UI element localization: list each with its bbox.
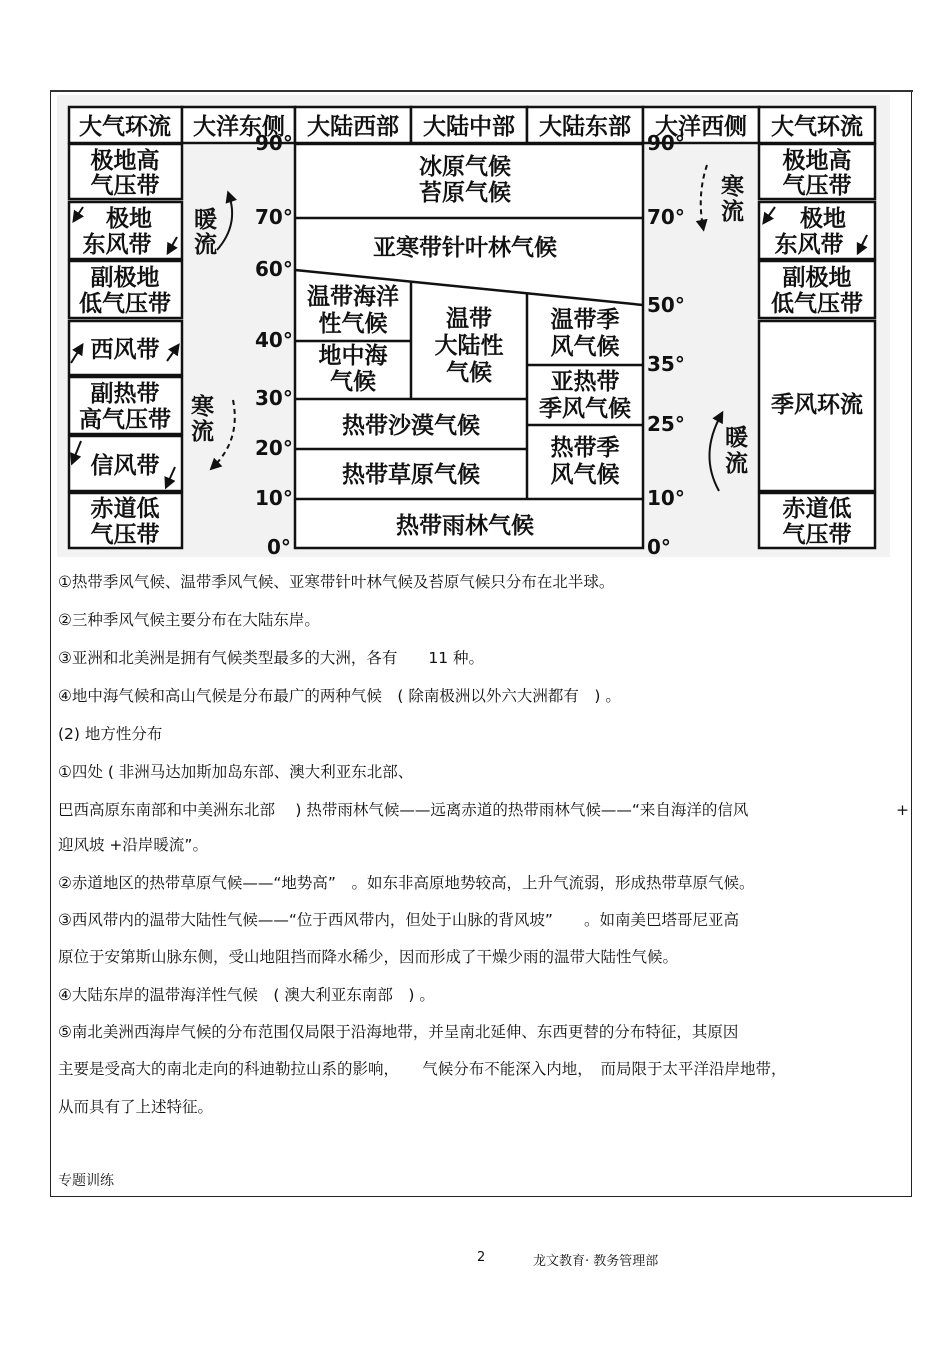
belt-label-right: 低气压带 [771,291,863,317]
header-cell: 大陆西部 [307,114,399,140]
belt-label: 副极地 [90,265,160,291]
text-line: ③西风带内的温带大陆性气候——“位于西风带内，但处于山脉的背风坡” 。如南美巴塔哥尼亚高 [58,911,739,929]
latitude-label: 40° [255,328,293,352]
belt-label: 西风带 [90,337,160,363]
latitude-label-right: 35° [647,352,685,376]
latitude-label-right: 50° [647,293,685,317]
belt-label-right: 极地 [800,206,846,232]
climate-tundra: 苔原气候 [419,180,511,206]
climate-temperate-oceanic: 性气候 [318,311,388,337]
belt-label: 低气压带 [79,291,171,317]
text-line: 原位于安第斯山脉东侧，受山地阻挡而降水稀少，因而形成了干燥少雨的温带大陆性气候。 [58,948,679,966]
text-line: ①四处 ( 非洲马达加斯加岛东部、澳大利亚东北部、 [58,763,414,781]
text-line: 巴西高原东南部和中美洲东北部 ) 热带雨林气候——远离赤道的热带雨林气候——“来自海洋的信风 [58,801,749,819]
climate-mediterranean: 气候 [330,369,376,395]
page-number: 2 [477,1250,486,1265]
climate-temperate-continental: 温带 [446,306,492,332]
text-line: ②三种季风气候主要分布在大陆东岸。 [58,611,320,629]
climate-temperate-monsoon: 温带季 [550,307,620,333]
text-line: ①热带季风气候、温带季风气候、亚寒带针叶林气候及苔原气候只分布在北半球。 [58,573,615,591]
belt-label: 副热带 [90,381,160,407]
organization-name: 龙文教育· 教务管理部 [533,1254,659,1269]
climate-subtropical-monsoon: 亚热带 [550,369,620,395]
climate-tropical-monsoon: 风气候 [550,462,620,488]
warm-current-label: 暖 [194,207,217,233]
climate-temperate-oceanic: 温带海洋 [307,284,399,310]
cold-current-label: 流 [191,419,214,445]
header-cell: 大陆东部 [539,114,631,140]
climate-tropical-savanna: 热带草原气候 [342,462,480,488]
climate-ice-cap: 冰原气候 [419,154,511,180]
line-plus-sign: + [896,801,909,819]
latitude-label: 10° [255,486,293,510]
latitude-label-right: 70° [647,205,685,229]
warm-current-label: 流 [194,232,217,258]
belt-label: 信风带 [90,453,160,479]
climate-temperate-continental: 气候 [446,360,492,386]
cold-current-label-right: 流 [721,199,744,225]
text-line: ④大陆东岸的温带海洋性气候 ( 澳大利亚东南部 ) 。 [58,986,435,1004]
latitude-label-right: 10° [647,486,685,510]
climate-temperate-monsoon: 风气候 [550,334,620,360]
climate-tropical-desert: 热带沙漠气候 [342,413,480,439]
latitude-label: 0° [267,535,291,557]
belt-label: 高气压带 [79,407,171,433]
cold-current-label: 寒 [191,394,214,420]
climate-subarctic: 亚寒带针叶林气候 [373,235,557,261]
latitude-label: 70° [255,205,293,229]
climate-subtropical-monsoon: 季风气候 [539,396,631,422]
climate-tropical-monsoon: 热带季 [550,435,620,461]
latitude-label-right: 0° [647,535,671,557]
warm-current-label-right: 暖 [725,425,748,451]
belt-label-right: 季风环流 [771,392,863,418]
climate-temperate-continental: 大陆性 [434,333,504,359]
latitude-label: 60° [255,257,293,281]
diagram-svg [57,95,890,557]
header-cell: 大气环流 [79,114,171,140]
belt-label: 赤道低 [90,496,160,522]
section-footer-label: 专题训练 [58,1173,114,1189]
header-cell: 大陆中部 [423,114,515,140]
section-heading: (2) 地方性分布 [58,725,163,743]
climate-tropical-rainforest: 热带雨林气候 [396,513,534,539]
text-line: ⑤南北美洲西海岸气候的分布范围仅局限于沿海地带，并呈南北延伸、东西更替的分布特征，其原因 [58,1023,739,1041]
header-cell: 大洋西侧 [655,114,747,140]
belt-label: 极地 [106,206,152,232]
latitude-label: 20° [255,436,293,460]
warm-current-label-right: 流 [725,451,748,477]
latitude-label: 30° [255,386,293,410]
belt-label-right: 东风带 [774,232,844,258]
belt-label: 东风带 [82,232,152,258]
belt-label: 极地高 [90,148,160,174]
belt-label-right: 副极地 [782,265,852,291]
climate-mediterranean: 地中海 [318,343,388,369]
latitude-label-right: 90° [647,131,685,155]
climate-distribution-diagram [57,95,890,557]
text-line: 迎风坡 +沿岸暖流”。 [58,836,208,854]
text-line: 从而具有了上述特征。 [58,1098,214,1116]
latitude-label-right: 25° [647,412,685,436]
header-cell: 大气环流 [771,114,863,140]
latitude-label: 90° [255,131,293,155]
text-line: ②赤道地区的热带草原气候——“地势高” 。如东非高原地势较高，上升气流弱，形成热带草原气候。 [58,874,755,892]
cold-current-label-right: 寒 [721,174,744,200]
text-line: 主要是受高大的南北走向的科迪勒拉山系的影响， 气候分布不能深入内地， 而局限于太平洋沿岸地带， [58,1060,787,1078]
belt-label-right: 气压带 [782,173,852,199]
text-line: ④地中海气候和高山气候是分布最广的两种气候 ( 除南极洲以外六大洲都有 ) 。 [58,687,621,705]
belt-label-right: 气压带 [782,522,852,548]
text-line: ③亚洲和北美洲是拥有气候类型最多的大洲，各有 11 种。 [58,649,485,667]
belt-label: 气压带 [90,522,160,548]
belt-label: 气压带 [90,173,160,199]
header-cell: 大洋东侧 [193,114,285,140]
belt-label-right: 极地高 [782,148,852,174]
belt-label-right: 赤道低 [782,496,852,522]
